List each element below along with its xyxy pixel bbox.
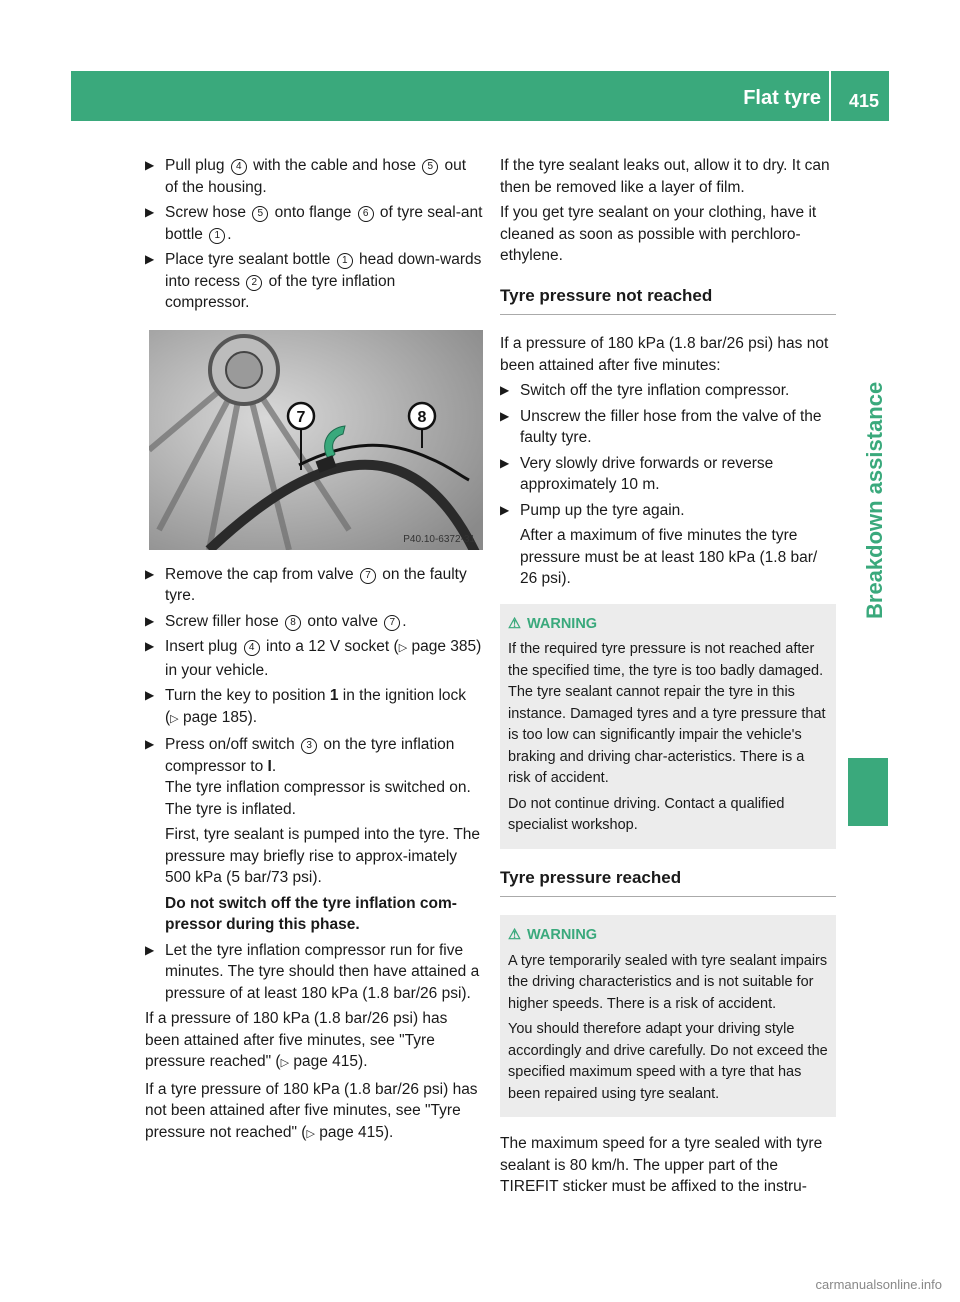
paragraph: If a pressure of 180 kPa (1.8 bar/26 psi) has been attained after five minutes, see "Tyre pressure reached" (▷ page 415).: [145, 1010, 448, 1070]
section-heading: Tyre pressure not reached: [500, 285, 836, 316]
section-title: Flat tyre: [743, 87, 821, 109]
right-column: [500, 155, 836, 1202]
step-item: ▶ Let the tyre inflation compressor run for five minutes. The tyre should then have attained a pressure of at least 180 kPa (1.8 bar/26 psi).: [145, 941, 480, 1002]
step-item: ▶ Unscrew the filler hose from the valve of the faulty tyre.: [500, 407, 822, 446]
step-item: ▶ Switch off the tyre inflation compressor.: [500, 380, 836, 402]
warning-icon: ⚠: [508, 927, 521, 943]
callout-number: 5: [422, 159, 438, 175]
warning-box: [500, 604, 836, 849]
arrow-icon: ▶: [145, 613, 155, 628]
arrow-icon: ▶: [145, 942, 155, 957]
callout-number: 1: [337, 253, 353, 269]
step-item: ▶ Remove the cap from valve 7 on the faulty tyre.: [145, 565, 467, 604]
page-ref-icon: ▷: [280, 1057, 290, 1069]
step-item: ▶ Pump up the tyre again. After a maximum of five minutes the tyre pressure must be at least 180 kPa (1.8 bar/ 26 psi).: [500, 500, 836, 590]
paragraph: If you get tyre sealant on your clothing, have it cleaned as soon as possible with perchloro-ethylene.: [500, 204, 817, 264]
paragraph: If a tyre pressure of 180 kPa (1.8 bar/26 psi) has not been attained after five minutes, see "Tyre pressure not reached" (▷ page 415).: [145, 1080, 478, 1141]
callout-number: 5: [252, 206, 268, 222]
warning-title: WARNING: [527, 615, 598, 632]
callout-number: 3: [301, 738, 317, 754]
page-ref-icon: ▷: [170, 712, 179, 725]
chapter-label: Breakdown assistance: [862, 381, 887, 619]
step-item: ▶ Screw hose 5 onto flange 6 of tyre seal-ant bottle 1 .: [145, 204, 483, 243]
warning-text: You should therefore adapt your driving style accordingly and drive carefully. Do not exceed the specified maximum speed with a tyre that has been repaired using tyre sealant.: [508, 1021, 828, 1102]
arrow-icon: ▶: [145, 205, 155, 219]
callout-number: 2: [246, 275, 262, 291]
callout-number: 7: [360, 568, 376, 584]
step-item: ▶ Very slowly drive forwards or reverse approximately 10 m.: [500, 454, 774, 493]
arrow-icon: ▶: [500, 383, 510, 397]
wheel-photo: [149, 330, 483, 550]
page-ref-icon: ▷: [398, 642, 408, 654]
warning-text: A tyre temporarily sealed with tyre sealant impairs the driving characteristics and is not suitable for higher speeds. There is a risk of accident.: [508, 952, 828, 1012]
callout-number: 8: [285, 615, 301, 631]
page-number: 415: [848, 91, 879, 111]
step-item: ▶ Turn the key to position 1 in the ignition lock (▷ page 185).: [145, 687, 467, 726]
arrow-icon: ▶: [145, 737, 155, 751]
warning-box: [500, 915, 836, 1117]
step-note: After a maximum of five minutes the tyre pressure must be at least 180 kPa (1.8 bar/ 26 psi).: [520, 527, 818, 587]
step-result: The tyre inflation compressor is switched on. The tyre is inflated.: [165, 779, 471, 818]
arrow-icon: ▶: [145, 158, 155, 172]
svg-text:8: 8: [417, 408, 427, 426]
step-item: ▶ Place tyre sealant bottle 1 head down-wards into recess 2 of the tyre inflation compressor.: [145, 251, 482, 311]
step-item: ▶ Screw filler hose 8 onto valve 7 .: [145, 611, 483, 633]
paragraph: If a pressure of 180 kPa (1.8 bar/26 psi) has not been attained after five minutes:: [500, 335, 829, 374]
svg-text:7: 7: [296, 408, 306, 426]
warning-text: If the required tyre pressure is not reached after the specified time, the tyre is too badly damaged. The tyre sealant cannot repair the tyre in this instance. Damaged tyres and a tyre pressure that is too low can significantly impair the vehicle's braking and driving char-acteristics. There is a risk of accident.: [508, 641, 826, 786]
step-item: ▶ Insert plug 4 into a 12 V socket (▷ page 385) in your vehicle.: [145, 638, 482, 679]
paragraph: The maximum speed for a tyre sealed with tyre sealant is 80 km/h. The upper part of the TIREFIT sticker must be affixed to the instru-: [500, 1135, 823, 1195]
paragraph: If the tyre sealant leaks out, allow it to dry. It can then be removed like a layer of film.: [500, 157, 830, 196]
step-item: ▶ Pull plug 4 with the cable and hose 5 out of the housing.: [145, 157, 467, 196]
warning-icon: ⚠: [508, 615, 521, 632]
page-header: [71, 71, 889, 121]
arrow-icon: ▶: [145, 252, 155, 266]
figure-code: P40.10-6372-31: [403, 533, 475, 545]
page-ref-icon: ▷: [306, 1127, 315, 1140]
arrow-icon: ▶: [145, 639, 155, 653]
arrow-icon: ▶: [145, 688, 155, 702]
arrow-icon: ▶: [500, 455, 510, 470]
step-item: ▶ Press on/off switch 3 on the tyre inflation compressor to I. The tyre inflation compressor is switched on. The tyre is inflated. First, tyre sealant is pumped into the tyre. The pressure may briefly rise to approx-imately 500 kPa (5 bar/73 psi). Do not switch off the tyre inflation com-pressor during this phase.: [145, 734, 483, 936]
arrow-icon: ▶: [145, 566, 155, 581]
callout-number: 1: [209, 228, 225, 244]
step-note: First, tyre sealant is pumped into the tyre. The pressure may briefly rise to approx-imately 500 kPa (5 bar/73 psi).: [165, 826, 481, 886]
chapter-marker: [848, 758, 888, 826]
arrow-icon: ▶: [500, 408, 510, 423]
warning-title: WARNING: [527, 927, 598, 943]
callout-number: 4: [231, 159, 247, 175]
arrow-icon: ▶: [500, 502, 510, 517]
watermark: carmanualsonline.info: [815, 1277, 942, 1292]
header-divider: [829, 71, 831, 121]
section-heading: Tyre pressure reached: [500, 867, 836, 898]
left-column: [145, 155, 483, 1149]
warning-text: Do not continue driving. Contact a qualified specialist workshop.: [508, 795, 785, 833]
callout-number: 6: [358, 206, 374, 222]
callout-number: 4: [244, 640, 260, 656]
callout-number: 7: [384, 615, 400, 631]
step-caution: Do not switch off the tyre inflation com-pressor during this phase.: [165, 894, 457, 933]
chapter-tab: [840, 300, 910, 700]
